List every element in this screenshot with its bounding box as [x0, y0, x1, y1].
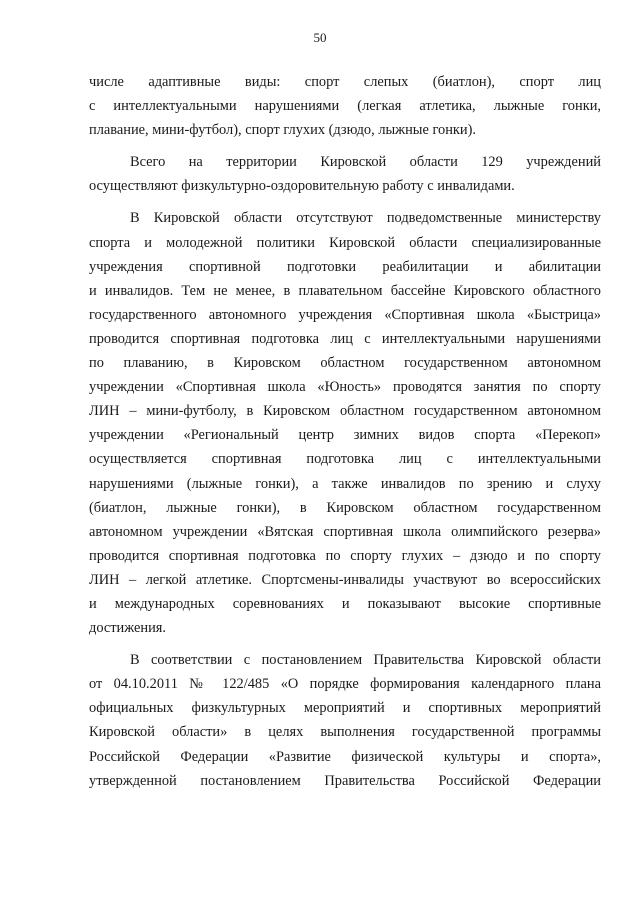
text-line: ЛИН – мини-футболу, в Кировском областном государственном автономном — [89, 403, 601, 420]
text-line: (биатлон, лыжные гонки), в Кировском областном государственном — [89, 499, 601, 516]
text-line: проводится спортивная подготовка по спорту глухих – дзюдо и по спорту — [89, 547, 601, 564]
text-line: Российской Федерации «Развитие физической культуры и спорта», — [89, 748, 601, 765]
text-line: осуществляют физкультурно-оздоровительную работу с инвалидами. — [89, 178, 515, 195]
text-line: утвержденной постановлением Правительства Российской Федерации — [89, 772, 601, 789]
text-line: официальных физкультурных мероприятий и спортивных мероприятий — [89, 700, 601, 717]
text-line: В Кировской области отсутствуют подведомственные министерству — [130, 210, 601, 227]
text-line: учреждения спортивной подготовки реабилитации и абилитации — [89, 258, 601, 275]
text-line: числе адаптивные виды: спорт слепых (биатлон), спорт лиц — [89, 74, 601, 90]
text-line: по плаванию, в Кировском областном государственном автономном — [89, 355, 601, 372]
text-line: от 04.10.2011 № 122/485 «О порядке формирования календарного плана — [89, 676, 601, 693]
text-line: учреждении «Спортивная школа «Юность» проводятся занятия по спорту — [89, 379, 601, 396]
text-line: с интеллектуальными нарушениями (легкая атлетика, лыжные гонки, — [89, 98, 601, 115]
text-line: государственного автономного учреждения «Спортивная школа «Быстрица» — [89, 306, 601, 323]
text-line: и международных соревнованиях и показывают высокие спортивные — [89, 595, 601, 612]
text-line: спорта и молодежной политики Кировской области специализированные — [89, 234, 601, 251]
text-line: учреждении «Региональный центр зимних видов спорта «Перекоп» — [89, 427, 601, 444]
text-line: нарушениями (лыжные гонки), а также инвалидов по зрению и слуху — [89, 475, 601, 492]
text-line: достижения. — [89, 620, 167, 637]
text-line: автономном учреждении «Вятская спортивная школа олимпийского резерва» — [89, 523, 601, 540]
text-line: осуществляется спортивная подготовка лиц с интеллектуальными — [89, 451, 601, 468]
text-line: В соответствии с постановлением Правительства Кировской области — [130, 652, 601, 669]
text-line: проводится спортивная подготовка лиц с интеллектуальными нарушениями — [89, 330, 601, 347]
text-line: ЛИН – легкой атлетике. Спортсмены-инвалиды участвуют во всероссийских — [89, 571, 601, 588]
text-line: Всего на территории Кировской области 129 учреждений — [130, 154, 601, 171]
text-line: плавание, мини-футбол), спорт глухих (дзюдо, лыжные гонки). — [89, 122, 476, 139]
paragraph-gap — [89, 640, 601, 648]
paragraph-gap — [89, 142, 601, 150]
paragraph-gap — [89, 198, 601, 206]
text-line: Кировской области» в целях выполнения государственной программы — [89, 724, 601, 741]
page-number: 50 — [313, 30, 327, 45]
body-text — [89, 70, 601, 793]
text-line: и инвалидов. Тем не менее, в плавательном бассейне Кировского областного — [89, 282, 601, 299]
